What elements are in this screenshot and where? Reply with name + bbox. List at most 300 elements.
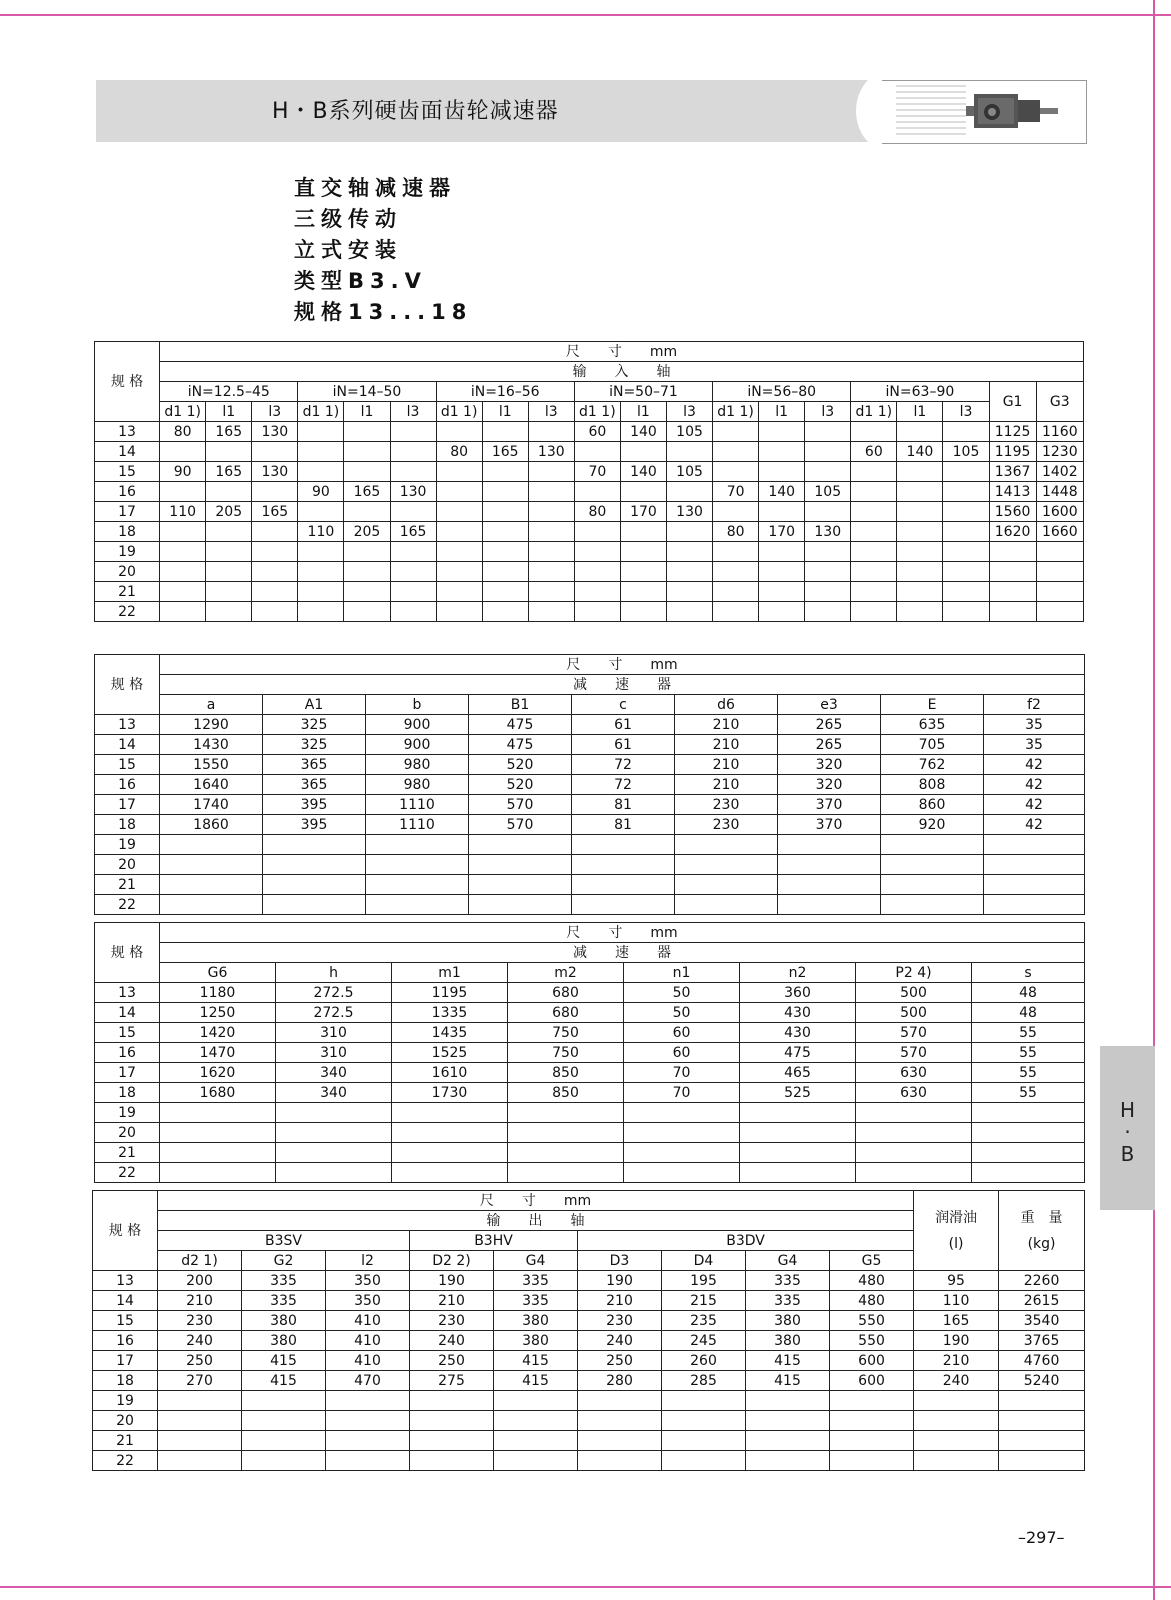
column-header: l1 bbox=[482, 402, 528, 422]
table-cell bbox=[528, 482, 574, 502]
table-cell: 165 bbox=[206, 462, 252, 482]
table-cell bbox=[851, 542, 897, 562]
table-cell: 705 bbox=[881, 735, 984, 755]
table-cell: 570 bbox=[469, 795, 572, 815]
table-cell: 1250 bbox=[160, 1003, 276, 1023]
column-header: G6 bbox=[160, 963, 276, 983]
table-row bbox=[95, 835, 1085, 855]
table-row bbox=[95, 422, 1084, 442]
table-cell: 165 bbox=[344, 482, 390, 502]
column-header: l3 bbox=[390, 402, 436, 422]
lubricant-label: 润滑油 bbox=[935, 1209, 978, 1226]
table-cell bbox=[620, 542, 666, 562]
column-header: m2 bbox=[508, 963, 624, 983]
table-cell bbox=[999, 1451, 1085, 1471]
table-cell bbox=[160, 482, 206, 502]
table-cell bbox=[160, 1143, 276, 1163]
table-cell bbox=[436, 582, 482, 602]
size-label: 21 bbox=[95, 1143, 160, 1163]
table-cell bbox=[160, 562, 206, 582]
table-cell bbox=[344, 422, 390, 442]
table-cell bbox=[298, 582, 344, 602]
table-cell: 61 bbox=[572, 715, 675, 735]
size-label: 17 bbox=[93, 1351, 158, 1371]
table-row bbox=[95, 482, 1084, 502]
table-cell: 600 bbox=[830, 1371, 914, 1391]
table-row bbox=[95, 855, 1085, 875]
table-cell: 110 bbox=[914, 1291, 999, 1311]
gearbox-product-icon bbox=[956, 88, 1066, 134]
table-cell: 630 bbox=[856, 1083, 972, 1103]
table-row bbox=[95, 522, 1084, 542]
table-cell bbox=[574, 442, 620, 462]
table-cell bbox=[276, 1123, 392, 1143]
table-cell bbox=[482, 602, 528, 622]
reducer-header: 减 速 器 bbox=[160, 943, 1085, 963]
table-cell bbox=[574, 562, 620, 582]
column-header: D2 2) bbox=[410, 1251, 494, 1271]
table-cell: 210 bbox=[675, 775, 778, 795]
table-cell: 350 bbox=[326, 1291, 410, 1311]
table-cell bbox=[851, 482, 897, 502]
table-cell: 570 bbox=[469, 815, 572, 835]
table-cell: 430 bbox=[740, 1023, 856, 1043]
table-cell: 250 bbox=[578, 1351, 662, 1371]
table-cell: 110 bbox=[298, 522, 344, 542]
table-cell bbox=[897, 482, 943, 502]
table-cell: 235 bbox=[662, 1311, 746, 1331]
row-label-header: 规 格 bbox=[95, 923, 160, 983]
table-cell: 80 bbox=[160, 422, 206, 442]
table-cell bbox=[662, 1411, 746, 1431]
table-cell: 1195 bbox=[392, 983, 508, 1003]
table-cell bbox=[252, 582, 298, 602]
table-cell bbox=[242, 1391, 326, 1411]
side-tab-letter-b: B bbox=[1120, 1142, 1135, 1166]
table-cell bbox=[572, 835, 675, 855]
table-cell: 1660 bbox=[1036, 522, 1083, 542]
size-label: 14 bbox=[95, 442, 160, 462]
table-cell bbox=[675, 855, 778, 875]
column-header: b bbox=[366, 695, 469, 715]
table-cell bbox=[620, 602, 666, 622]
table-cell bbox=[713, 542, 759, 562]
table-cell: 60 bbox=[624, 1043, 740, 1063]
table-cell bbox=[436, 562, 482, 582]
table-cell: 4760 bbox=[999, 1351, 1085, 1371]
table-cell: 1430 bbox=[160, 735, 263, 755]
table-cell bbox=[984, 835, 1085, 855]
side-tab-dot: · bbox=[1124, 1120, 1131, 1144]
table-cell: 210 bbox=[675, 715, 778, 735]
table-cell bbox=[469, 875, 572, 895]
table-cell bbox=[252, 562, 298, 582]
column-header: n2 bbox=[740, 963, 856, 983]
table-cell: 50 bbox=[624, 1003, 740, 1023]
table-cell: 105 bbox=[666, 462, 712, 482]
weight-header bbox=[999, 1191, 1085, 1271]
size-label: 19 bbox=[95, 542, 160, 562]
table-cell: 1230 bbox=[1036, 442, 1083, 462]
table-cell bbox=[943, 582, 989, 602]
table-cell: 90 bbox=[298, 482, 344, 502]
table-cell bbox=[897, 542, 943, 562]
table-cell: 1402 bbox=[1036, 462, 1083, 482]
size-label: 13 bbox=[95, 715, 160, 735]
table-cell: 1435 bbox=[392, 1023, 508, 1043]
table-cell bbox=[805, 422, 851, 442]
table-cell bbox=[528, 462, 574, 482]
table-cell bbox=[999, 1411, 1085, 1431]
table-cell: 240 bbox=[578, 1331, 662, 1351]
table-cell bbox=[943, 522, 989, 542]
table-cell bbox=[856, 1163, 972, 1183]
table-cell bbox=[410, 1451, 494, 1471]
banner-title: H・B系列硬齿面齿轮减速器 bbox=[272, 99, 559, 124]
ratio-group-header: iN=50–71 bbox=[574, 382, 712, 402]
table-cell: 265 bbox=[778, 735, 881, 755]
table-cell: 70 bbox=[574, 462, 620, 482]
table-cell bbox=[298, 422, 344, 442]
table-cell bbox=[897, 602, 943, 622]
table-cell bbox=[943, 422, 989, 442]
table-cell: 335 bbox=[494, 1291, 578, 1311]
table-cell bbox=[276, 1103, 392, 1123]
size-label: 22 bbox=[93, 1451, 158, 1471]
column-header: d2 1) bbox=[158, 1251, 242, 1271]
table-cell bbox=[897, 522, 943, 542]
table-cell bbox=[572, 875, 675, 895]
type-group-header: B3DV bbox=[578, 1231, 914, 1251]
table-cell bbox=[298, 562, 344, 582]
table-cell: 210 bbox=[675, 735, 778, 755]
table-cell bbox=[390, 582, 436, 602]
table-cell: 430 bbox=[740, 1003, 856, 1023]
table-cell: 165 bbox=[206, 422, 252, 442]
table-cell bbox=[759, 422, 805, 442]
ratio-group-header: iN=12.5–45 bbox=[160, 382, 298, 402]
table-cell bbox=[851, 422, 897, 442]
table-cell bbox=[662, 1451, 746, 1471]
table-cell: 1180 bbox=[160, 983, 276, 1003]
table-cell: 1680 bbox=[160, 1083, 276, 1103]
table-cell: 680 bbox=[508, 983, 624, 1003]
table-cell bbox=[390, 442, 436, 462]
table-cell bbox=[713, 502, 759, 522]
header-row bbox=[95, 963, 1085, 983]
table-row bbox=[95, 1063, 1085, 1083]
table-cell: 980 bbox=[366, 775, 469, 795]
table-cell: 110 bbox=[160, 502, 206, 522]
table-cell: 265 bbox=[778, 715, 881, 735]
page-border-top bbox=[0, 14, 1171, 16]
table-row bbox=[95, 502, 1084, 522]
table-cell: 105 bbox=[666, 422, 712, 442]
table-cell: 415 bbox=[746, 1351, 830, 1371]
table-cell: 570 bbox=[856, 1043, 972, 1063]
output-shaft-header: 输 出 轴 bbox=[158, 1211, 914, 1231]
size-label: 13 bbox=[95, 983, 160, 1003]
table-cell bbox=[436, 482, 482, 502]
table-cell bbox=[206, 482, 252, 502]
table-cell: 55 bbox=[972, 1083, 1085, 1103]
table-cell: 42 bbox=[984, 795, 1085, 815]
table-cell: 1470 bbox=[160, 1043, 276, 1063]
table-cell bbox=[713, 422, 759, 442]
table-cell: 210 bbox=[410, 1291, 494, 1311]
column-header: f2 bbox=[984, 695, 1085, 715]
table-cell: 1110 bbox=[366, 815, 469, 835]
column-header: G2 bbox=[242, 1251, 326, 1271]
table-row bbox=[95, 1143, 1085, 1163]
table-cell bbox=[366, 855, 469, 875]
table-cell bbox=[759, 582, 805, 602]
table-cell bbox=[392, 1123, 508, 1143]
size-label: 19 bbox=[93, 1391, 158, 1411]
table-cell bbox=[160, 602, 206, 622]
table-cell: 42 bbox=[984, 755, 1085, 775]
table-cell: 350 bbox=[326, 1271, 410, 1291]
table-cell: 1740 bbox=[160, 795, 263, 815]
table-cell bbox=[482, 482, 528, 502]
table-cell: 550 bbox=[830, 1331, 914, 1351]
table-cell: 130 bbox=[390, 482, 436, 502]
table-cell: 1335 bbox=[392, 1003, 508, 1023]
column-header: E bbox=[881, 695, 984, 715]
table-cell bbox=[160, 1103, 276, 1123]
table-row bbox=[95, 815, 1085, 835]
table-row bbox=[95, 755, 1085, 775]
table-cell bbox=[662, 1391, 746, 1411]
heading-line-5: 规格13...18 bbox=[294, 300, 473, 324]
table-cell bbox=[160, 1163, 276, 1183]
column-header: s bbox=[972, 963, 1085, 983]
table-cell: 550 bbox=[830, 1311, 914, 1331]
size-label: 13 bbox=[95, 422, 160, 442]
table-cell bbox=[624, 1123, 740, 1143]
column-header: d1 1) bbox=[436, 402, 482, 422]
table-cell bbox=[666, 522, 712, 542]
reducer-dimension-table-1 bbox=[94, 654, 1085, 915]
table-cell bbox=[160, 442, 206, 462]
table-cell: 72 bbox=[572, 755, 675, 775]
size-label: 18 bbox=[95, 815, 160, 835]
table-cell bbox=[436, 422, 482, 442]
size-label: 15 bbox=[95, 755, 160, 775]
header-row bbox=[95, 362, 1084, 382]
table-cell: 48 bbox=[972, 983, 1085, 1003]
table-row bbox=[93, 1311, 1085, 1331]
table-cell bbox=[897, 562, 943, 582]
table-cell bbox=[574, 542, 620, 562]
table-cell bbox=[1036, 562, 1083, 582]
table-cell bbox=[390, 562, 436, 582]
table-cell bbox=[881, 835, 984, 855]
size-label: 15 bbox=[95, 1023, 160, 1043]
column-header: m1 bbox=[392, 963, 508, 983]
table-cell: 850 bbox=[508, 1063, 624, 1083]
table-cell bbox=[746, 1431, 830, 1451]
dimension-header: 尺 寸 mm bbox=[160, 655, 1085, 675]
table-cell bbox=[528, 562, 574, 582]
column-header: G4 bbox=[746, 1251, 830, 1271]
size-label: 18 bbox=[95, 522, 160, 542]
table-cell: 1420 bbox=[160, 1023, 276, 1043]
table-cell: 2615 bbox=[999, 1291, 1085, 1311]
table-row bbox=[95, 1083, 1085, 1103]
size-label: 14 bbox=[95, 735, 160, 755]
table-cell bbox=[298, 542, 344, 562]
table-cell bbox=[740, 1103, 856, 1123]
table-row bbox=[95, 795, 1085, 815]
table-cell: 500 bbox=[856, 983, 972, 1003]
table-cell: 60 bbox=[574, 422, 620, 442]
table-cell: 60 bbox=[624, 1023, 740, 1043]
header-row bbox=[95, 943, 1085, 963]
table-cell bbox=[482, 502, 528, 522]
table-cell bbox=[999, 1391, 1085, 1411]
header-row bbox=[95, 695, 1085, 715]
table-cell: 130 bbox=[252, 422, 298, 442]
table-cell: 140 bbox=[759, 482, 805, 502]
size-label: 19 bbox=[95, 1103, 160, 1123]
column-header: l1 bbox=[759, 402, 805, 422]
table-cell: 250 bbox=[158, 1351, 242, 1371]
table-cell bbox=[242, 1411, 326, 1431]
table-cell bbox=[851, 602, 897, 622]
table-cell: 320 bbox=[778, 775, 881, 795]
table-cell: 3765 bbox=[999, 1331, 1085, 1351]
table-cell: 80 bbox=[574, 502, 620, 522]
table-cell: 260 bbox=[662, 1351, 746, 1371]
table-cell bbox=[390, 602, 436, 622]
table-cell: 680 bbox=[508, 1003, 624, 1023]
column-header: c bbox=[572, 695, 675, 715]
table-cell: 130 bbox=[805, 522, 851, 542]
column-header: D4 bbox=[662, 1251, 746, 1271]
table-cell: 210 bbox=[914, 1351, 999, 1371]
page-border-bottom bbox=[0, 1586, 1171, 1588]
table-cell bbox=[759, 502, 805, 522]
table-cell: 1860 bbox=[160, 815, 263, 835]
size-label: 16 bbox=[95, 1043, 160, 1063]
column-header: l3 bbox=[943, 402, 989, 422]
table-cell bbox=[298, 602, 344, 622]
ratio-group-header: iN=56–80 bbox=[713, 382, 851, 402]
table-cell bbox=[344, 442, 390, 462]
table-cell: 270 bbox=[158, 1371, 242, 1391]
heading-line-3: 立式安装 bbox=[294, 238, 402, 262]
table-cell: 210 bbox=[578, 1291, 662, 1311]
table-cell: 380 bbox=[494, 1311, 578, 1331]
table-cell bbox=[572, 855, 675, 875]
table-cell bbox=[914, 1411, 999, 1431]
table-cell bbox=[160, 835, 263, 855]
column-header: d1 1) bbox=[298, 402, 344, 422]
table-cell bbox=[436, 542, 482, 562]
table-row bbox=[93, 1291, 1085, 1311]
column-header: d1 1) bbox=[713, 402, 759, 422]
table-cell bbox=[666, 442, 712, 462]
table-cell: 130 bbox=[252, 462, 298, 482]
table-cell bbox=[158, 1431, 242, 1451]
table-cell: 240 bbox=[914, 1371, 999, 1391]
table-cell bbox=[666, 562, 712, 582]
table-cell: 900 bbox=[366, 715, 469, 735]
table-cell bbox=[494, 1411, 578, 1431]
table-cell bbox=[881, 875, 984, 895]
table-cell: 165 bbox=[390, 522, 436, 542]
table-row bbox=[93, 1371, 1085, 1391]
table-row bbox=[95, 1023, 1085, 1043]
table-cell: 395 bbox=[263, 795, 366, 815]
table-cell: 200 bbox=[158, 1271, 242, 1291]
size-label: 17 bbox=[95, 1063, 160, 1083]
table-cell bbox=[778, 895, 881, 915]
table-cell: 415 bbox=[746, 1371, 830, 1391]
table-cell bbox=[252, 602, 298, 622]
table-cell: 335 bbox=[494, 1271, 578, 1291]
table-cell bbox=[242, 1431, 326, 1451]
table-cell: 140 bbox=[620, 462, 666, 482]
size-label: 18 bbox=[95, 1083, 160, 1103]
table-cell bbox=[298, 442, 344, 462]
table-cell bbox=[943, 602, 989, 622]
table-cell bbox=[620, 562, 666, 582]
table-cell: 230 bbox=[675, 795, 778, 815]
table-row bbox=[93, 1431, 1085, 1451]
table-cell: 205 bbox=[344, 522, 390, 542]
table-cell bbox=[390, 422, 436, 442]
size-label: 16 bbox=[95, 775, 160, 795]
table-cell: 1448 bbox=[1036, 482, 1083, 502]
table-cell bbox=[574, 522, 620, 542]
table-row bbox=[93, 1411, 1085, 1431]
table-cell: 1620 bbox=[160, 1063, 276, 1083]
table-cell bbox=[206, 522, 252, 542]
header-row bbox=[95, 923, 1085, 943]
table-cell: 81 bbox=[572, 795, 675, 815]
table-cell bbox=[620, 582, 666, 602]
column-header: n1 bbox=[624, 963, 740, 983]
table-cell bbox=[160, 542, 206, 562]
column-header: G3 bbox=[1036, 382, 1083, 422]
table-row bbox=[95, 735, 1085, 755]
side-tab-letter-h: H bbox=[1119, 1098, 1136, 1122]
input-shaft-table bbox=[94, 341, 1084, 622]
table-cell bbox=[984, 855, 1085, 875]
table-cell: 500 bbox=[856, 1003, 972, 1023]
table-cell bbox=[392, 1103, 508, 1123]
table-cell: 280 bbox=[578, 1371, 662, 1391]
size-label: 20 bbox=[95, 562, 160, 582]
table-cell bbox=[206, 562, 252, 582]
table-cell bbox=[344, 462, 390, 482]
table-cell: 570 bbox=[856, 1023, 972, 1043]
table-cell bbox=[482, 422, 528, 442]
table-cell: 600 bbox=[830, 1351, 914, 1371]
table-cell: 1125 bbox=[989, 422, 1036, 442]
column-header: h bbox=[276, 963, 392, 983]
size-label: 22 bbox=[95, 1163, 160, 1183]
table-cell: 380 bbox=[242, 1311, 326, 1331]
table-cell bbox=[508, 1163, 624, 1183]
size-label: 13 bbox=[93, 1271, 158, 1291]
table-cell: 410 bbox=[326, 1351, 410, 1371]
ratio-group-header: iN=16–56 bbox=[436, 382, 574, 402]
table-cell bbox=[759, 602, 805, 622]
header-row bbox=[95, 342, 1084, 362]
